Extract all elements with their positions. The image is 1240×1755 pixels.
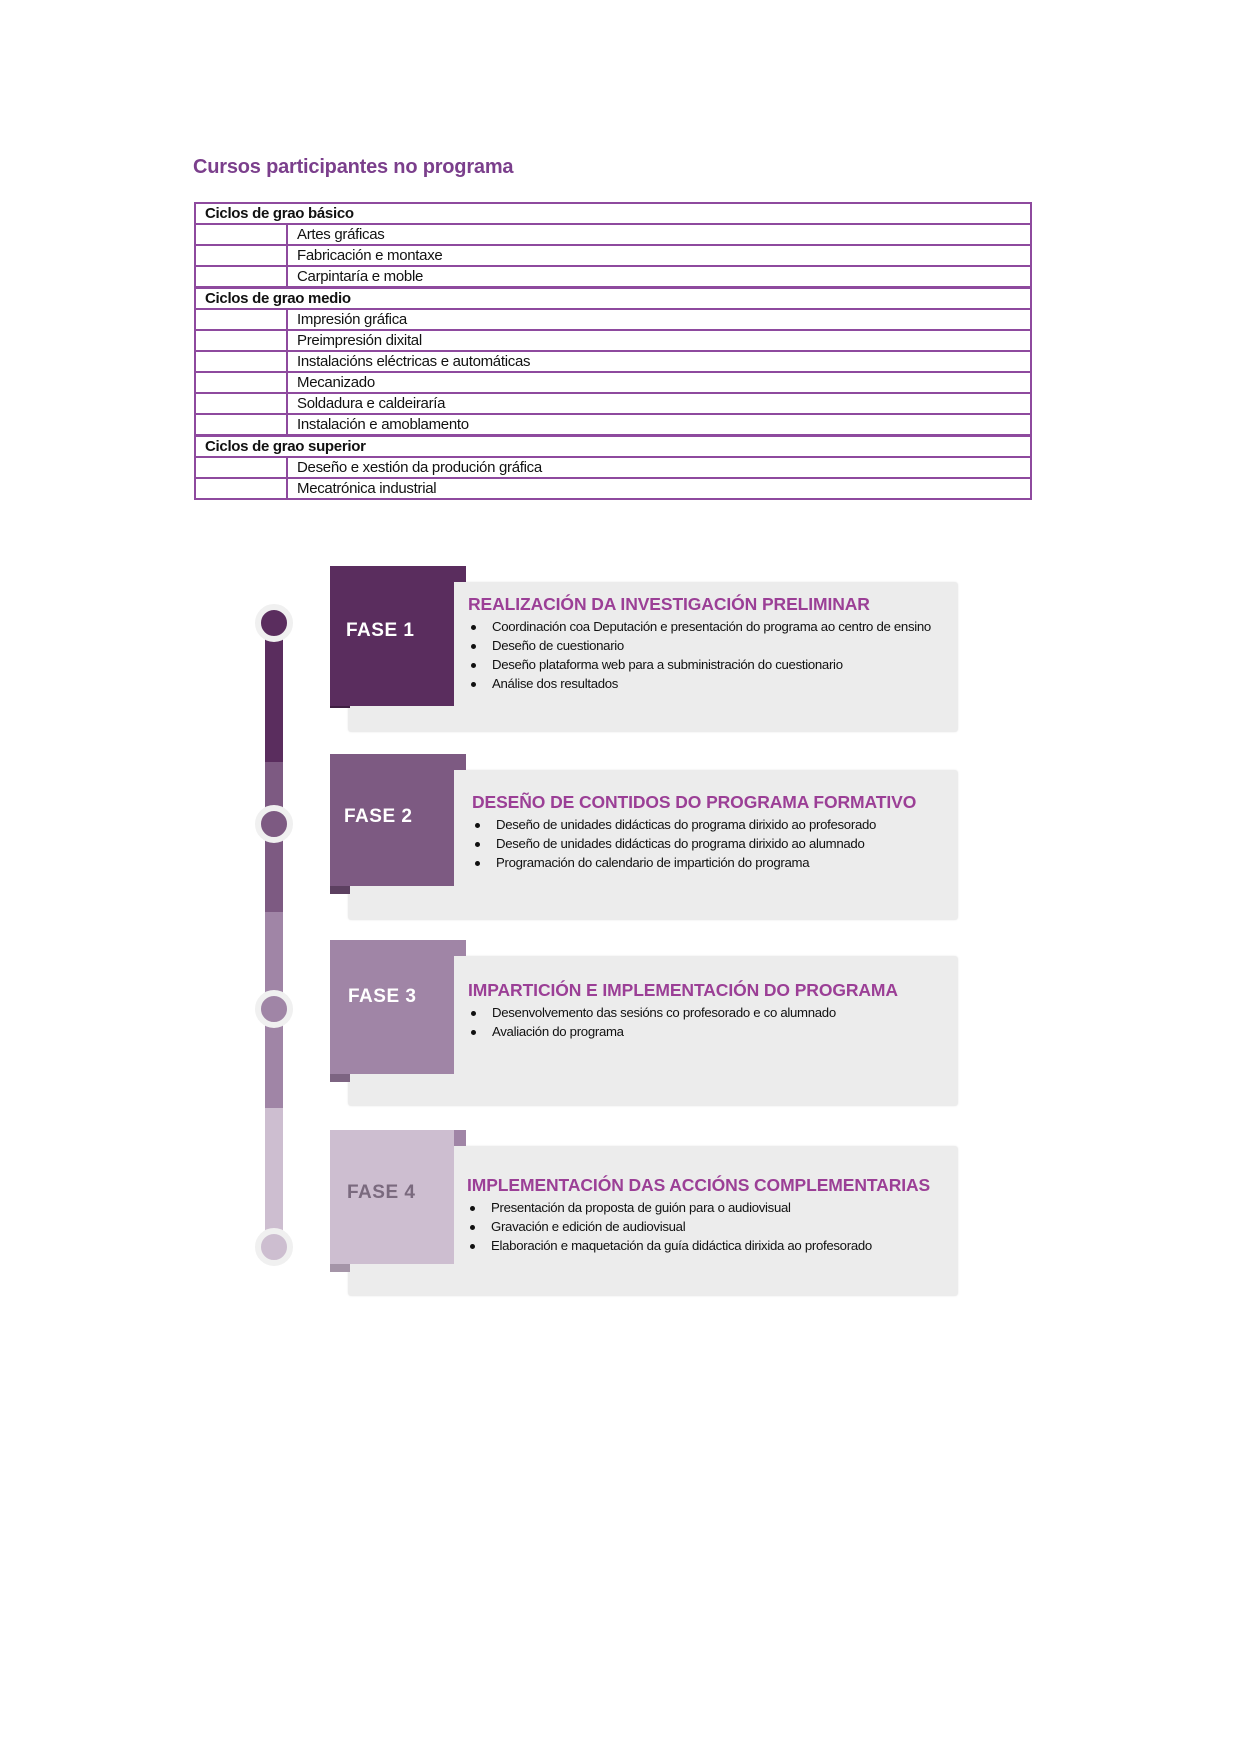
course-name: Mecatrónica industrial [297, 480, 437, 497]
phase-tab-notch [454, 1130, 466, 1146]
phase-label: FASE 2 [344, 806, 413, 827]
course-name: Instalación e amoblamento [287, 414, 1031, 436]
phase-task: Coordinación coa Deputación e presentación do programa ao centro de ensino [468, 617, 931, 636]
phase-task-list [468, 617, 931, 693]
course-row-indent [195, 457, 287, 478]
course-group-row [195, 436, 1031, 458]
course-row [195, 245, 1031, 266]
course-row-indent [195, 414, 287, 436]
phase-task-list [472, 815, 876, 872]
course-group-title: Ciclos de grao básico [195, 203, 1031, 224]
course-group-row [195, 288, 1031, 310]
course-row-indent [195, 478, 287, 499]
course-row [195, 224, 1031, 245]
phase-tab [330, 566, 454, 706]
course-row-indent [195, 330, 287, 351]
phase-task: Análise dos resultados [468, 674, 931, 693]
phase-heading: IMPLEMENTACIÓN DAS ACCIÓNS COMPLEMENTARIAS [467, 1175, 931, 1195]
phase-task-list [467, 1198, 872, 1255]
course-row [195, 309, 1031, 330]
phase-task: Deseño plataforma web para a subministración do cuestionario [468, 655, 931, 674]
phase-tab-notch [454, 754, 466, 770]
timeline-segment-1 [265, 628, 283, 762]
phase-tab [330, 1130, 454, 1264]
course-row [195, 414, 1031, 436]
course-name: Carpintaría e moble [287, 266, 1031, 288]
timeline-dot-3 [255, 990, 293, 1028]
phase-task: Elaboración e maquetación da guía didáctica dirixida ao profesorado [467, 1236, 872, 1255]
course-row-indent [195, 372, 287, 393]
course-row [195, 351, 1031, 372]
course-row-indent [195, 309, 287, 330]
timeline-dot-4 [255, 1228, 293, 1266]
course-row-indent [195, 245, 287, 266]
phase-tab-notch [454, 940, 466, 956]
course-row-indent [195, 351, 287, 372]
course-group-row [195, 203, 1031, 224]
timeline-segment-4 [265, 1108, 283, 1244]
course-name: Mecanizado [287, 372, 1031, 393]
courses-table [194, 202, 1032, 500]
course-name: Soldadura e caldeiraría [287, 393, 1031, 414]
course-row-indent [195, 393, 287, 414]
phase-task: Gravación e edición de audiovisual [467, 1217, 872, 1236]
course-name: Impresión gráfica [287, 309, 1031, 330]
section-title: Cursos participantes no programa [193, 156, 514, 178]
course-row-indent [195, 224, 287, 245]
course-row [195, 266, 1031, 288]
phase-task: Deseño de unidades didácticas do programa dirixido ao alumnado [472, 834, 876, 853]
course-group-title: Ciclos de grao superior [195, 436, 1031, 458]
course-name: Instalacións eléctricas e automáticas [287, 351, 1031, 372]
phase-heading: DESEÑO DE CONTIDOS DO PROGRAMA FORMATIVO [472, 792, 917, 812]
phase-task: Deseño de unidades didácticas do programa dirixido ao profesorado [472, 815, 876, 834]
phase-label: FASE 4 [347, 1182, 416, 1203]
timeline-dot-2 [255, 805, 293, 843]
phase-task: Desenvolvemento das sesións co profesorado e co alumnado [468, 1003, 836, 1022]
phase-label: FASE 3 [348, 986, 417, 1007]
course-row [195, 478, 1031, 499]
course-group-title: Ciclos de grao medio [195, 288, 1031, 310]
course-name: Deseño e xestión da produción gráfica [287, 457, 1031, 478]
course-name: Preimpresión dixital [287, 330, 1031, 351]
course-row [195, 457, 1031, 478]
course-row [195, 330, 1031, 351]
phase-heading: REALIZACIÓN DA INVESTIGACIÓN PRELIMINAR [468, 594, 870, 614]
phase-label: FASE 1 [346, 620, 415, 641]
phase-task: Presentación da proposta de guión para o audiovisual [467, 1198, 872, 1217]
phase-task: Programación do calendario de impartición do programa [472, 853, 876, 872]
phase-heading: IMPARTICIÓN E IMPLEMENTACIÓN DO PROGRAMA [468, 980, 898, 1000]
timeline-dot-1 [255, 604, 293, 642]
course-row [195, 393, 1031, 414]
phase-task: Deseño de cuestionario [468, 636, 931, 655]
phase-tab [330, 940, 454, 1074]
course-row [195, 372, 1031, 393]
course-name: Fabricación e montaxe [287, 245, 1031, 266]
phase-tab [330, 754, 454, 886]
phase-tab-notch [454, 566, 466, 582]
phase-task: Avaliación do programa [468, 1022, 836, 1041]
course-name: Artes gráficas [287, 224, 1031, 245]
phase-task-list [468, 1003, 836, 1041]
course-row-indent [195, 266, 287, 288]
